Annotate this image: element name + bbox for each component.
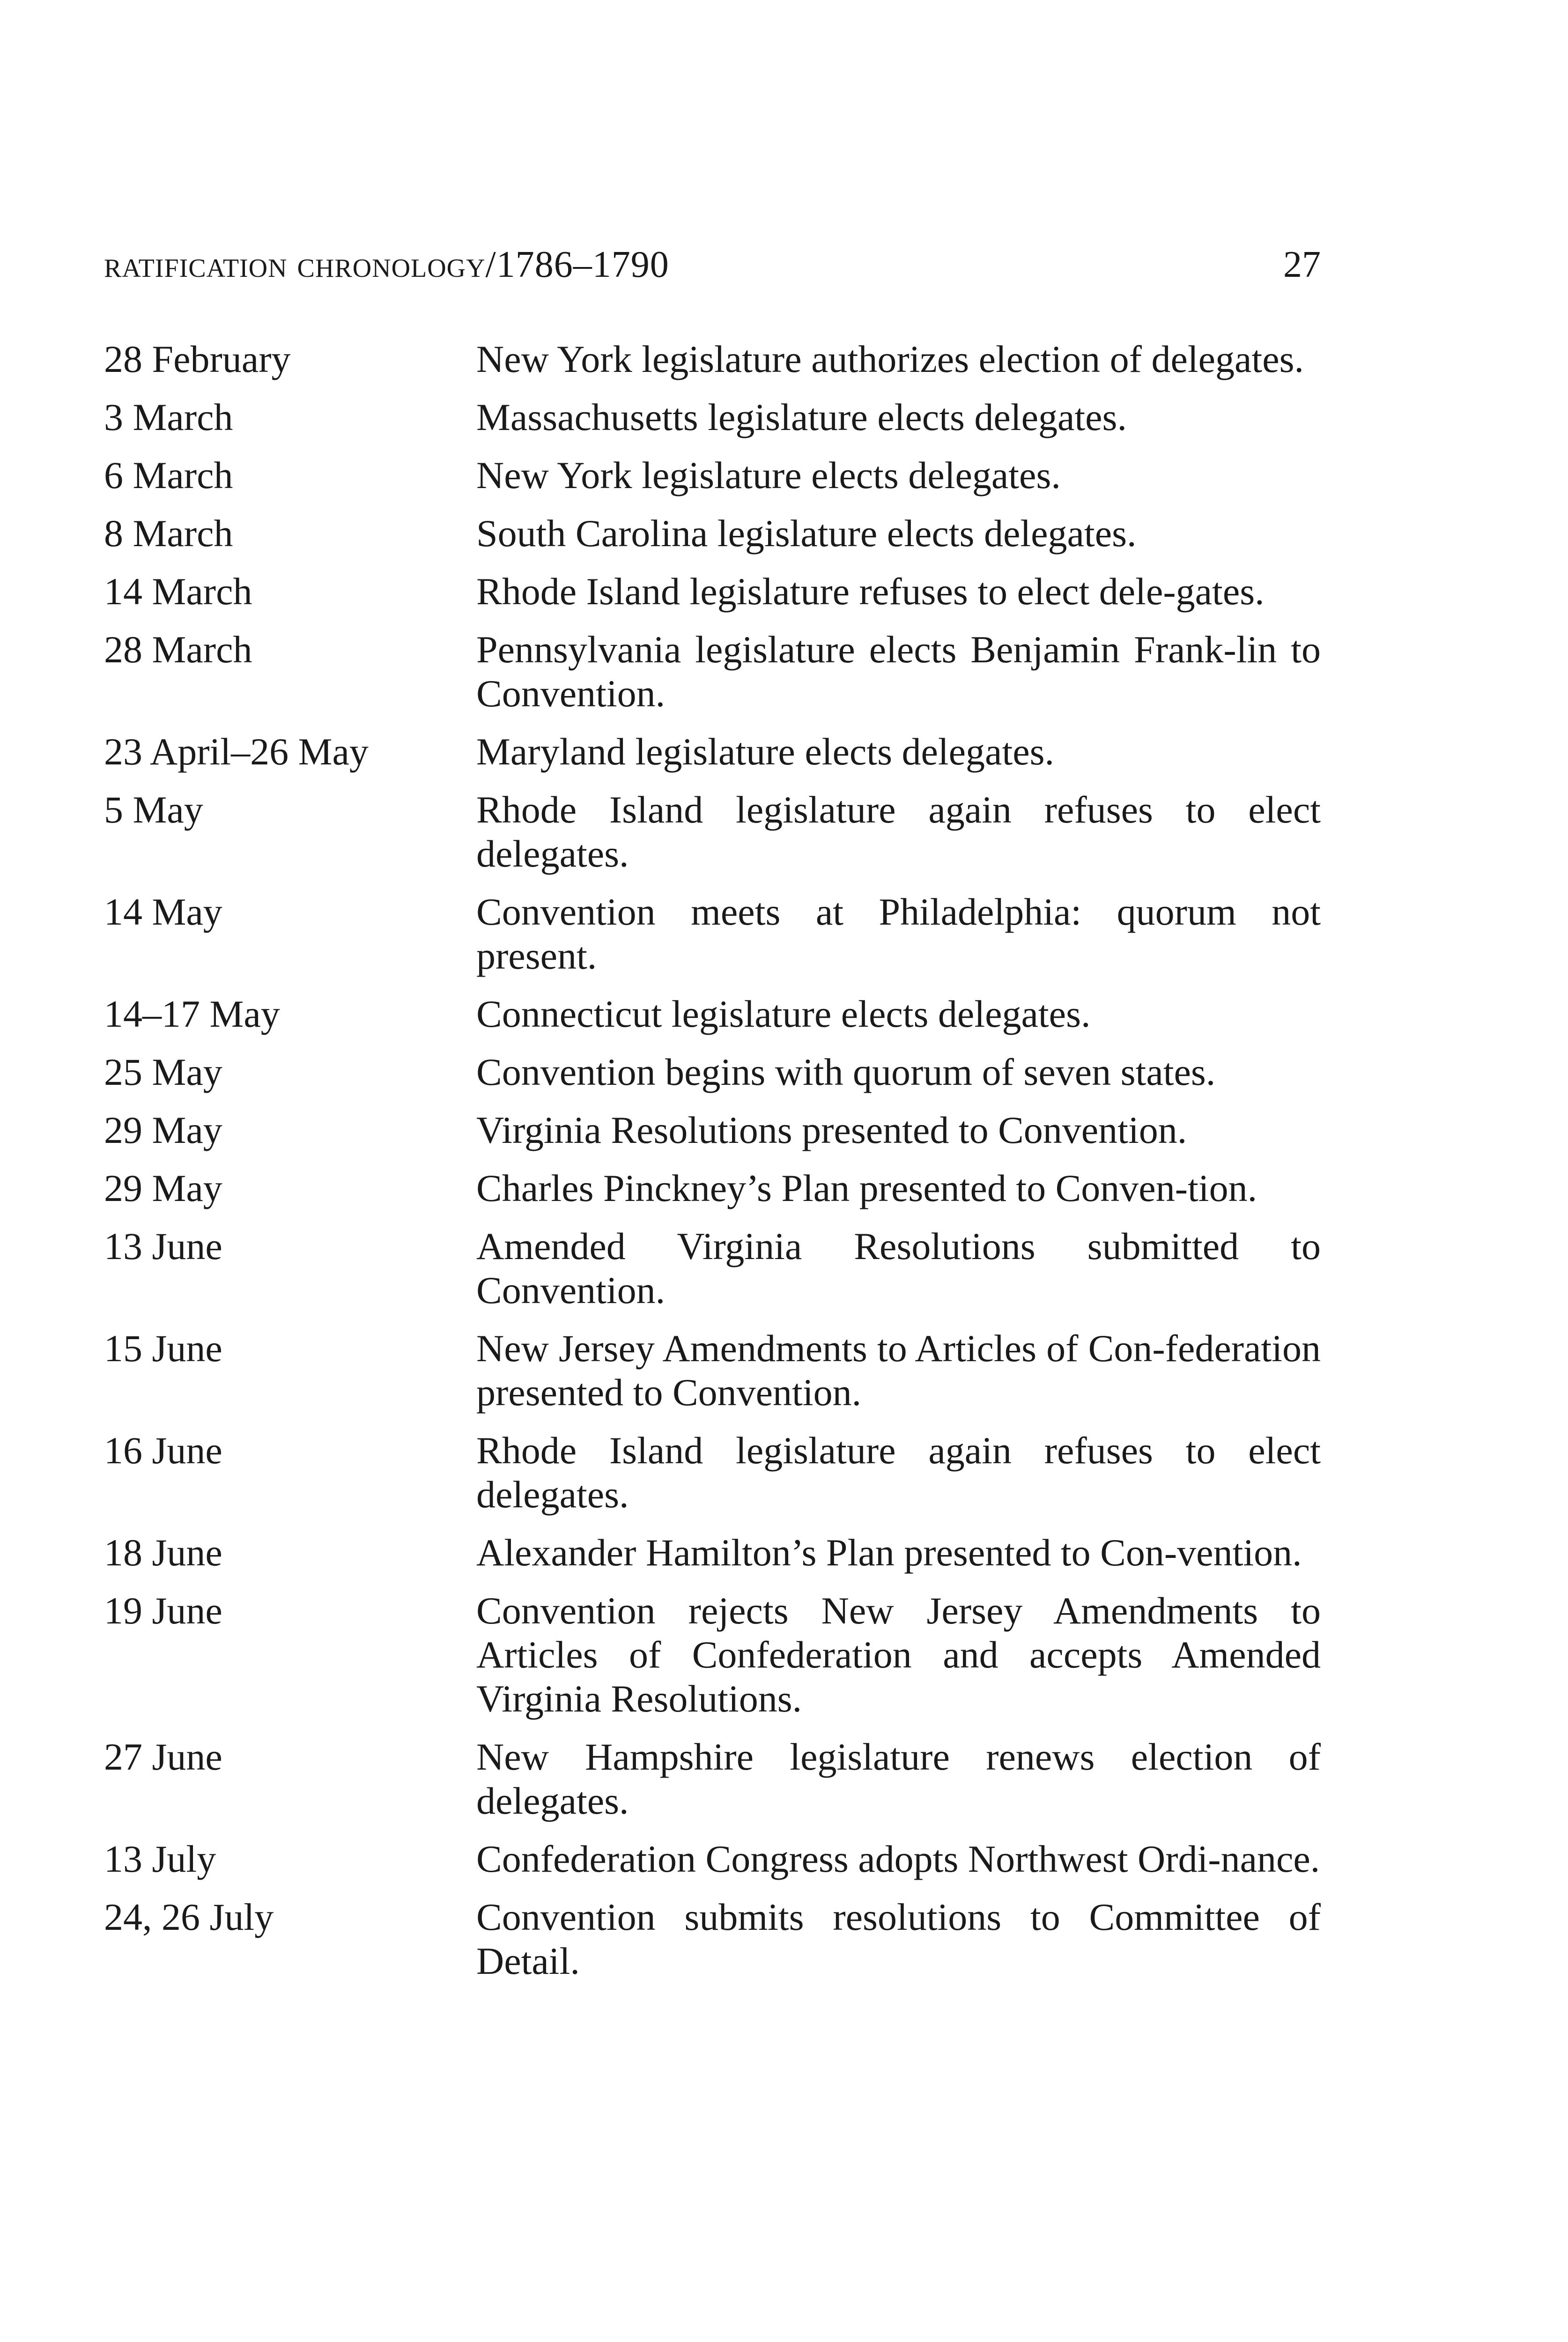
entry-event: Convention submits resolutions to Committee of Detail.: [476, 1896, 1321, 1982]
entry-date: 14 March: [104, 570, 252, 613]
entry-date: 5 May: [104, 788, 203, 831]
entry-event: Rhode Island legislature again refuses to elect delegates.: [476, 1429, 1321, 1516]
entry-date: 28 February: [104, 338, 291, 380]
entry-date: 3 March: [104, 396, 233, 438]
chronology-entry: [104, 511, 1321, 556]
chronology-entry: [104, 1050, 1321, 1094]
entry-date: 6 March: [104, 454, 233, 497]
entry-event: Convention begins with quorum of seven states.: [476, 1051, 1216, 1093]
entry-date: 14–17 May: [104, 993, 280, 1035]
chronology-entry: [104, 395, 1321, 439]
entry-event: South Carolina legislature elects delegates.: [476, 512, 1137, 555]
entry-event: Amended Virginia Resolutions submitted to Convention.: [476, 1225, 1321, 1312]
entry-event: Massachusetts legislature elects delegates.: [476, 396, 1127, 438]
chronology-entry: [104, 1224, 1321, 1312]
chronology-entry: [104, 1735, 1321, 1823]
entry-event: Convention rejects New Jersey Amendments to Articles of Confederation and accepts Amended Virginia Resolutions.: [476, 1589, 1321, 1720]
entry-date: 16 June: [104, 1429, 222, 1472]
chronology-list: [104, 337, 1321, 1997]
chronology-entry: [104, 1327, 1321, 1415]
chronology-entry: [104, 992, 1321, 1036]
chronology-entry: [104, 1429, 1321, 1517]
entry-date: 28 March: [104, 628, 252, 671]
chronology-entry: [104, 1531, 1321, 1575]
chronology-entry: [104, 730, 1321, 774]
entry-date: 18 June: [104, 1531, 222, 1574]
chronology-entry: [104, 1589, 1321, 1721]
chronology-entry: [104, 890, 1321, 978]
entry-event: New York legislature elects delegates.: [476, 454, 1061, 497]
chronology-entry: [104, 570, 1321, 614]
entry-event: Rhode Island legislature again refuses to elect delegates.: [476, 788, 1321, 875]
chronology-entry: [104, 1837, 1321, 1881]
entry-event: Alexander Hamilton’s Plan presented to Con-vention.: [476, 1531, 1302, 1574]
entry-event: New Hampshire legislature renews election of delegates.: [476, 1735, 1321, 1822]
entry-event: Charles Pinckney’s Plan presented to Conven-tion.: [476, 1167, 1257, 1209]
page-number: 27: [1283, 244, 1321, 285]
entry-date: 8 March: [104, 512, 233, 555]
entry-date: 23 April–26 May: [104, 730, 369, 773]
chronology-entry: [104, 453, 1321, 497]
entry-date: 15 June: [104, 1327, 222, 1370]
entry-event: Virginia Resolutions presented to Convention.: [476, 1109, 1187, 1151]
entry-event: Convention meets at Philadelphia: quorum not present.: [476, 890, 1321, 977]
entry-date: 19 June: [104, 1589, 222, 1632]
running-head: [104, 244, 1321, 295]
entry-date: 29 May: [104, 1109, 222, 1151]
entry-date: 29 May: [104, 1167, 222, 1209]
chronology-entry: [104, 628, 1321, 716]
entry-date: 13 June: [104, 1225, 222, 1267]
entry-date: 24, 26 July: [104, 1896, 274, 1938]
entry-event: New Jersey Amendments to Articles of Con-federation presented to Convention.: [476, 1327, 1321, 1414]
entry-event: Pennsylvania legislature elects Benjamin Frank-lin to Convention.: [476, 628, 1321, 715]
running-title-years: 1786–1790: [496, 244, 669, 285]
entry-event: New York legislature authorizes election of delegates.: [476, 338, 1304, 380]
running-title: [104, 244, 669, 286]
chronology-entry: [104, 1108, 1321, 1152]
running-title-text: ratification chronology/: [104, 244, 496, 285]
entry-date: 13 July: [104, 1838, 216, 1880]
chronology-entry: [104, 337, 1321, 381]
chronology-entry: [104, 788, 1321, 876]
entry-date: 25 May: [104, 1051, 222, 1093]
entry-event: Rhode Island legislature refuses to elect dele-gates.: [476, 570, 1265, 613]
chronology-entry: [104, 1895, 1321, 1983]
entry-event: Confederation Congress adopts Northwest Ordi-nance.: [476, 1838, 1320, 1880]
chronology-entry: [104, 1166, 1321, 1210]
entry-event: Connecticut legislature elects delegates.: [476, 993, 1091, 1035]
entry-event: Maryland legislature elects delegates.: [476, 730, 1055, 773]
entry-date: 14 May: [104, 890, 222, 933]
entry-date: 27 June: [104, 1735, 222, 1778]
